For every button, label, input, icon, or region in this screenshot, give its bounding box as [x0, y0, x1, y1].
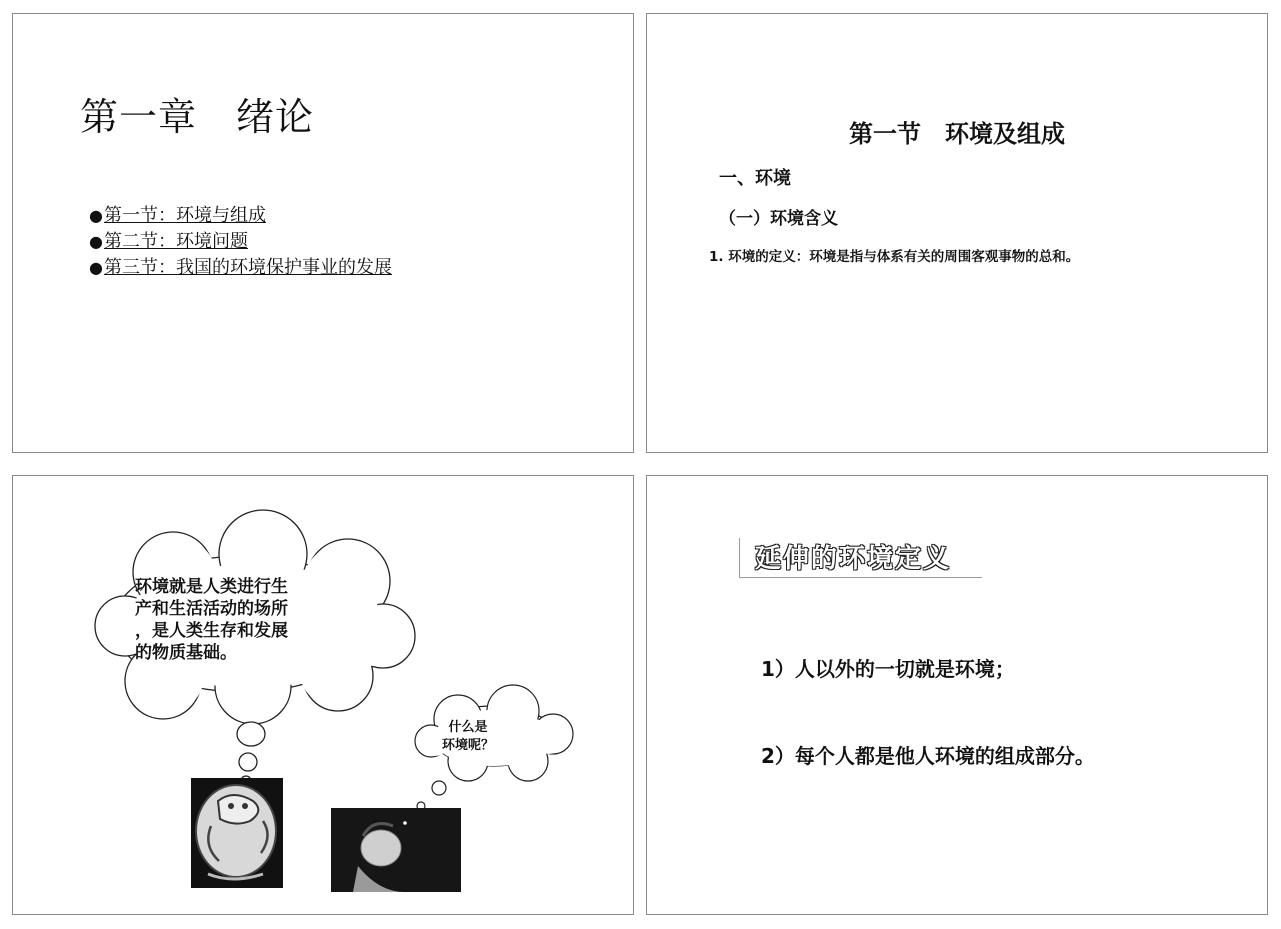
slide-2: [646, 13, 1268, 453]
big-bubble-line: 的物质基础。: [135, 643, 237, 663]
big-bubble-text: [135, 576, 355, 664]
big-bubble-line: ，是人类生存和发展: [135, 621, 288, 641]
slide-1-section-list: [89, 203, 392, 281]
slide-2-definition: 1. 环境的定义：环境是指与体系有关的周围客观事物的总和。: [709, 249, 1080, 265]
section-list-item: [89, 203, 392, 229]
slide-2-heading-meaning: （一）环境含义: [719, 209, 838, 229]
section-list-item: [89, 255, 392, 281]
child-looking-up-picture: [331, 808, 461, 892]
big-bubble-line: 产和生活活动的场所: [135, 599, 288, 619]
bullet-icon: ●: [89, 232, 103, 251]
section-link-2[interactable]: 第二节：环境问题: [103, 231, 248, 252]
small-bubble-line: 环境呢？: [441, 738, 494, 753]
small-bubble-line: 什么是: [448, 720, 488, 735]
slide-3-illustration: [13, 476, 633, 914]
confused-creature-picture: [191, 778, 283, 888]
slide-2-heading-environment: 一、环境: [719, 168, 791, 189]
slide-3: [12, 475, 634, 915]
slide-1-title: 第一章 绪论: [80, 95, 315, 139]
bullet-icon: ●: [89, 206, 103, 225]
small-bubble-text: [418, 719, 518, 755]
section-link-3[interactable]: 第三节：我国的环境保护事业的发展: [103, 257, 392, 278]
title-underline-divider: [739, 577, 982, 578]
slide-4-title: 延伸的环境定义: [755, 544, 952, 574]
big-cloud-trail: [237, 722, 265, 786]
section-list-item: [89, 229, 392, 255]
big-bubble-line: 环境就是人类进行生: [135, 577, 288, 597]
section-link-1[interactable]: 第一节：环境与组成: [103, 205, 266, 226]
slide-4-item-2: 2）每个人都是他人环境的组成部分。: [761, 744, 1095, 768]
bullet-icon: ●: [89, 258, 103, 277]
slide-2-title: 第一节 环境及组成: [849, 120, 1065, 148]
slide-1: [12, 13, 634, 453]
small-cloud-trail: [417, 781, 446, 810]
title-frame-divider: [739, 538, 740, 578]
slide-4: [646, 475, 1268, 915]
slide-4-item-1: 1）人以外的一切就是环境；: [761, 657, 1015, 681]
